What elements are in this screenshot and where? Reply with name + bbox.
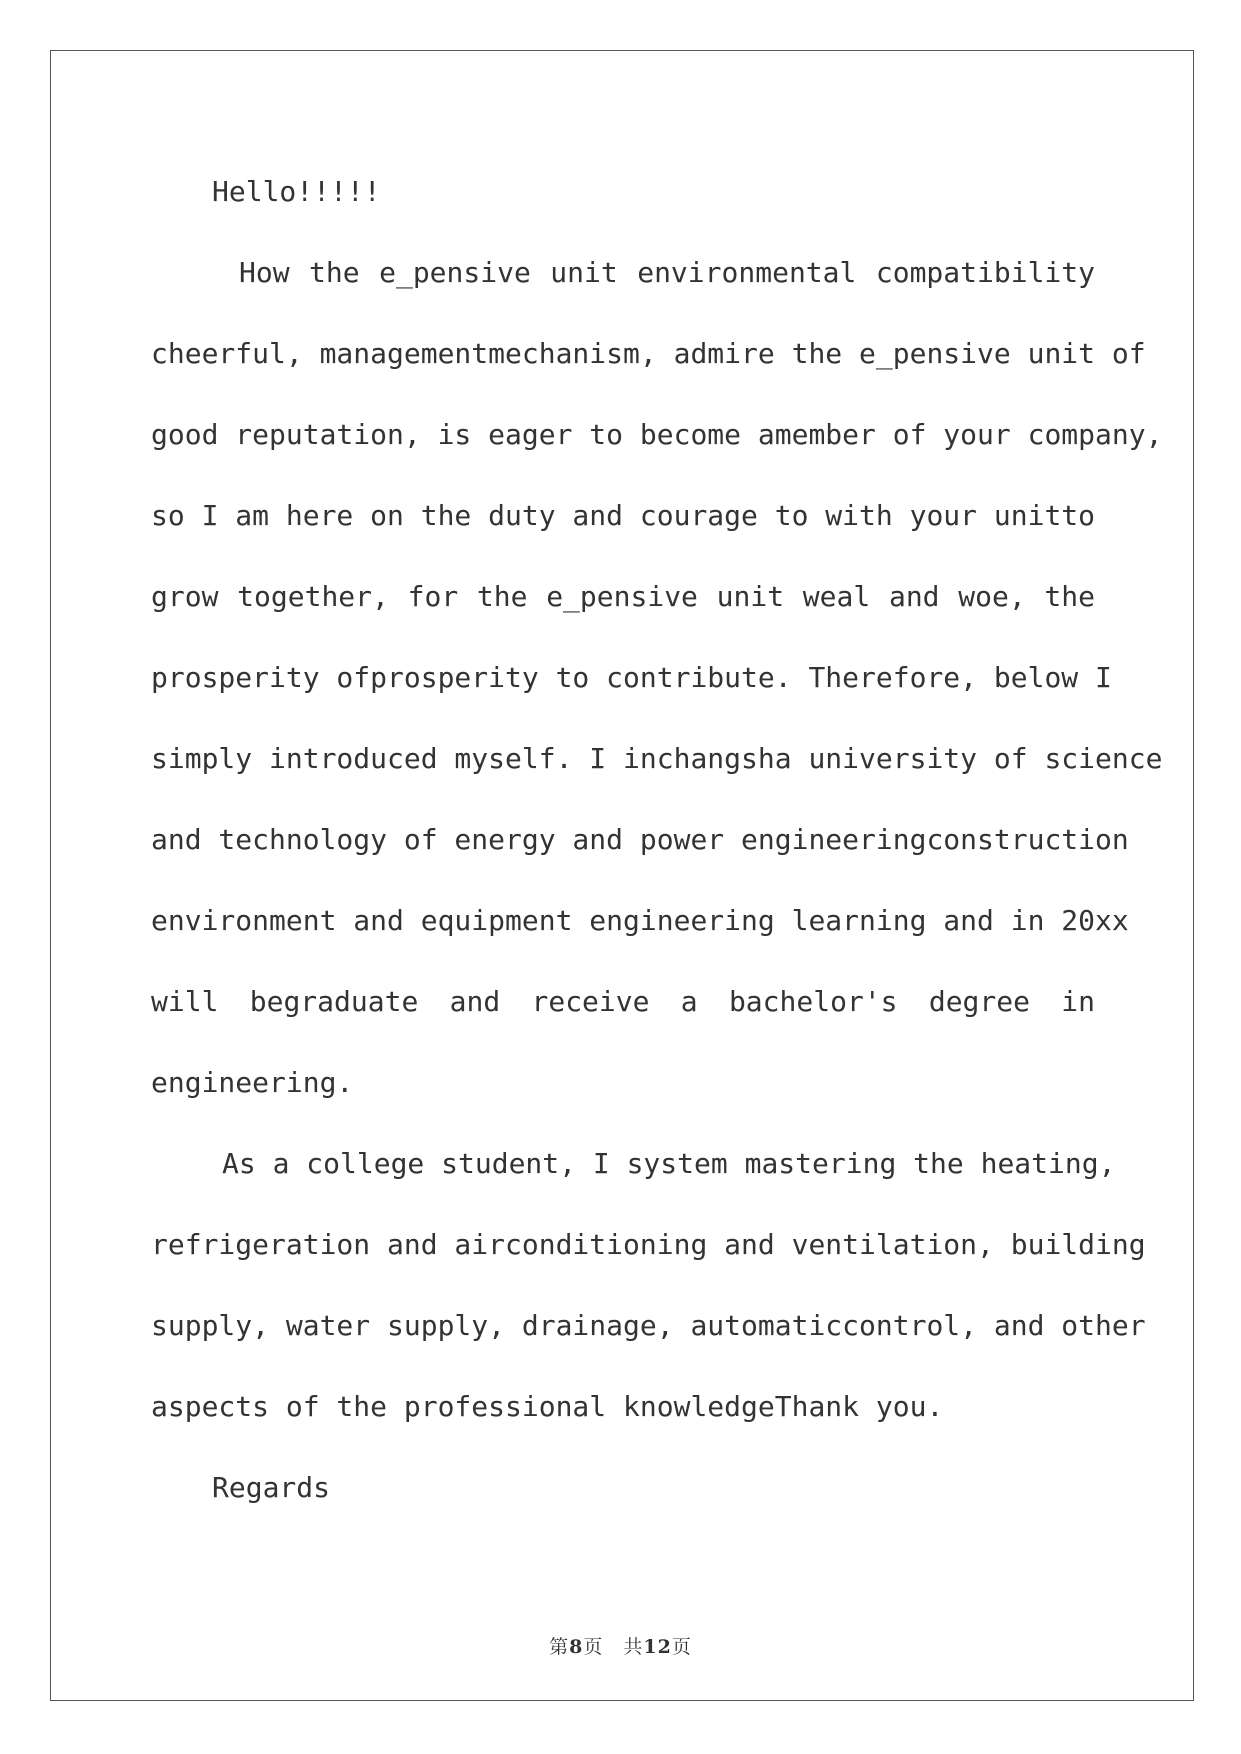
paragraph-1-line-8: and technology of energy and power engineeringconstruction (151, 823, 1129, 856)
paragraph-2-line-3: supply, water supply, drainage, automaticcontrol, and other (151, 1309, 1146, 1342)
paragraph-1-line-9: environment and equipment engineering learning and in 20xx (151, 904, 1129, 937)
footer-prefix: 第 (549, 1636, 570, 1658)
paragraph-1-line-7: simply introduced myself. I inchangsha university of science (151, 742, 1163, 775)
paragraph-1-line-2: cheerful, managementmechanism, admire the e_pensive unit of (151, 337, 1146, 370)
paragraph-1-line-10: will begraduate and receive a bachelor's degree in (151, 985, 1095, 1018)
paragraph-1-line-3: good reputation, is eager to become amember of your company, (151, 418, 1163, 451)
paragraph-2-line-2: refrigeration and airconditioning and ventilation, building (151, 1228, 1146, 1261)
paragraph-1-line-1: How the e_pensive unit environmental compatibility (239, 256, 1095, 289)
closing: Regards (212, 1471, 331, 1504)
paragraph-1-line-4: so I am here on the duty and courage to with your unitto (151, 499, 1096, 532)
page-number-footer (0, 1632, 1241, 1659)
page-border (50, 50, 1194, 1701)
salutation: Hello!!!!! (212, 175, 381, 208)
total-pages-number: 12 (643, 1636, 672, 1658)
footer-middle: 页 共 (583, 1636, 644, 1658)
paragraph-2-line-4: aspects of the professional knowledgeThank you. (151, 1390, 944, 1423)
paragraph-1-line-6: prosperity ofprosperity to contribute. Therefore, below I (151, 661, 1112, 694)
current-page-number: 8 (569, 1636, 584, 1658)
paragraph-1-line-11: engineering. (151, 1066, 354, 1099)
paragraph-1-line-5: grow together, for the e_pensive unit weal and woe, the (151, 580, 1095, 613)
footer-suffix: 页 (671, 1636, 692, 1658)
paragraph-2-line-1: As a college student, I system mastering the heating, (222, 1147, 1116, 1180)
